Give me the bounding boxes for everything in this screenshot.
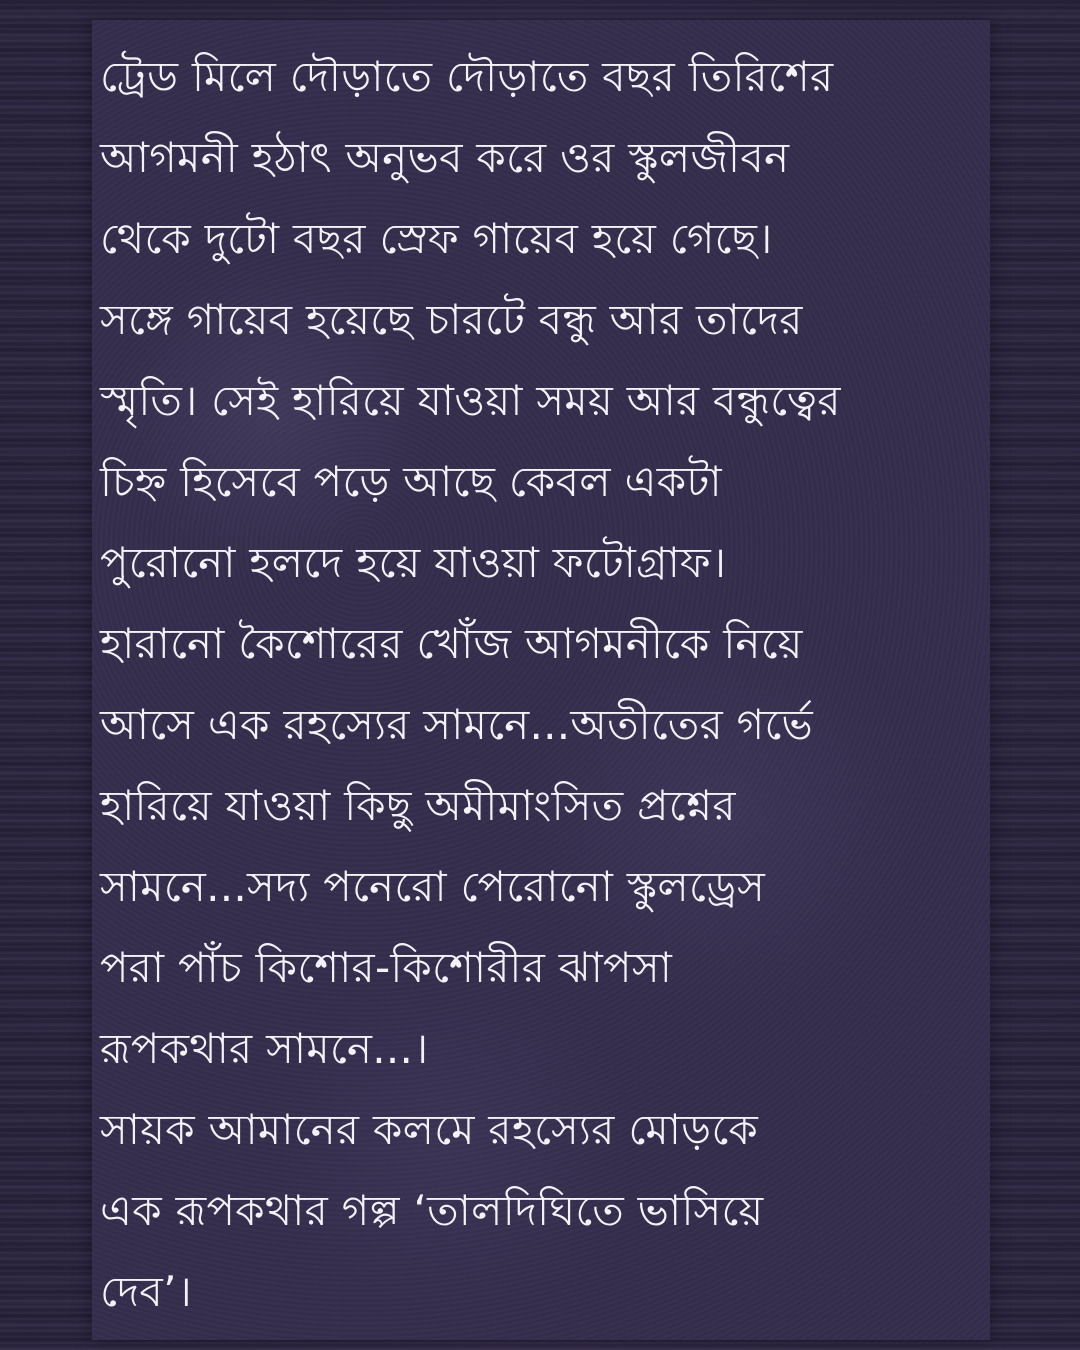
text-line: হারানো কৈশোরের খোঁজ আগমনীকে নিয়ে [100,619,803,668]
text-line: আসে এক রহস্যের সামনে...অতীতের গর্ভে [100,700,813,749]
text-line: স্মৃতি। সেই হারিয়ে যাওয়া সময় আর বন্ধুত্বের [100,376,841,425]
text-line: দেব’। [100,1267,193,1316]
text-line: এক রূপকথার গল্প ‘তালদিঘিতে ভাসিয়ে [100,1186,764,1235]
text-line: চিহ্ন হিসেবে পড়ে আছে কেবল একটা [100,457,722,506]
text-line: সঙ্গে গায়েব হয়েছে চারটে বন্ধু আর তাদের [100,295,803,344]
text-line: সায়ক আমানের কলমে রহস্যের মোড়কে [100,1105,759,1154]
text-line: হারিয়ে যাওয়া কিছু অমীমাংসিত প্রশ্নের [100,781,736,830]
text-line: রূপকথার সামনে...। [100,1024,429,1073]
text-line: পুরোনো হলদে হয়ে যাওয়া ফটোগ্রাফ। [100,538,727,587]
text-line: থেকে দুটো বছর স্রেফ গায়েব হয়ে গেছে। [100,214,773,263]
text-line: ট্রেড মিলে দৌড়াতে দৌড়াতে বছর তিরিশের [100,52,834,101]
text-line: আগমনী হঠাৎ অনুভব করে ওর স্কুলজীবন [100,133,790,182]
text-line: সামনে...সদ্য পনেরো পেরোনো স্কুলড্রেস [100,862,766,911]
blurb-text-block [100,36,1000,1332]
text-line: পরা পাঁচ কিশোর-কিশোরীর ঝাপসা [100,943,673,992]
